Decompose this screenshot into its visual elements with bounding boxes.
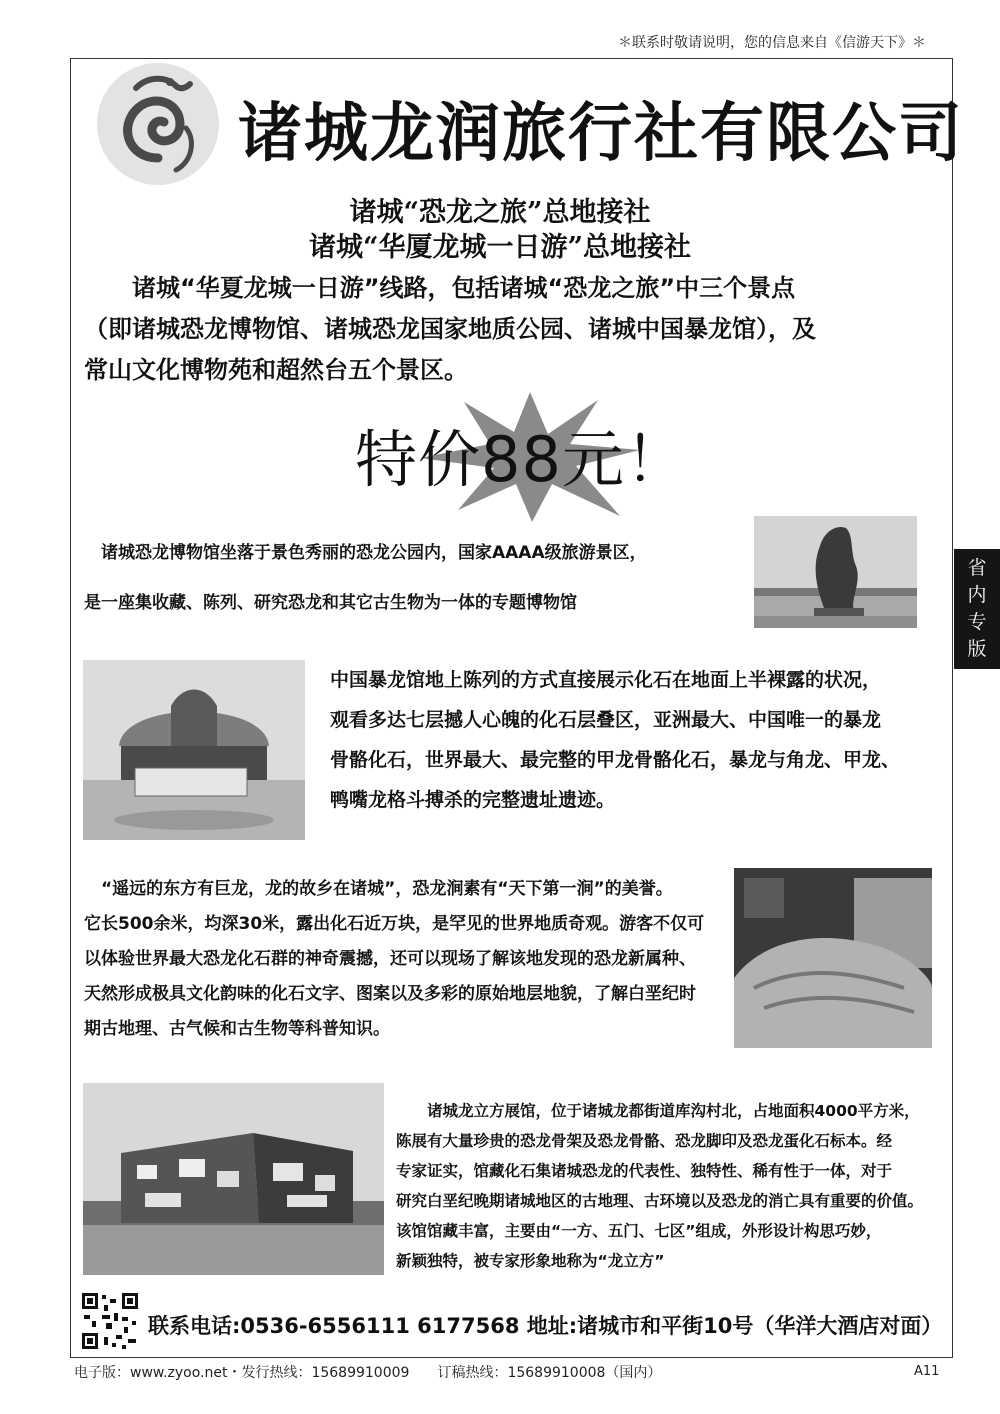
tab-char: 内 [967, 584, 987, 606]
paragraph-line: 专家证实，馆藏化石集诸城恐龙的代表性、独特性、稀有性于一体，对于 [396, 1162, 893, 1180]
subtitle-day-tour: 诸城“华厦龙城一日游”总地接社 [308, 232, 692, 263]
paragraph-line: 天然形成极具文化韵味的化石文字、图案以及多彩的原始地层地貌，了解白垩纪时 [84, 984, 696, 1004]
tab-char: 专 [967, 611, 987, 633]
paragraph-line: 中国暴龙馆地上陈列的方式直接展示化石在地面上半裸露的状况， [330, 669, 882, 691]
intro-paragraph [84, 268, 944, 391]
paragraph-line: 鸭嘴龙格斗搏杀的完整遗址遗迹。 [330, 789, 616, 811]
intro-line: 常山文化博物苑和超然台五个景区。 [84, 356, 468, 384]
dinosaur-cube-photo [83, 1083, 384, 1275]
fossil-site-photo [734, 868, 932, 1048]
dinosaur-gully-description [84, 872, 724, 1047]
paragraph-line: 陈展有大量珍贵的恐龙骨架及恐龙骨骼、恐龙脚印及恐龙蛋化石标本。经 [396, 1132, 893, 1150]
contact-info: 联系电话:0536-6556111 6177568 地址:诸城市和平街10号（华洋大酒店对面） [148, 1314, 943, 1338]
paragraph-line: 该馆馆藏丰富，主要由“一方、五门、七区”组成，外形设计构思巧妙， [396, 1222, 882, 1240]
special-price: 特价88元！ [355, 423, 688, 496]
page-number: A11 [914, 1364, 940, 1379]
paragraph-line: 新颖独特，被专家形象地称为“龙立方” [396, 1252, 665, 1270]
paragraph-line: 研究白垩纪晚期诸城地区的古地理、古环境以及恐龙的消亡具有重要的价值。 [396, 1192, 924, 1210]
museum-description [84, 528, 749, 628]
intro-line: 诸城“华夏龙城一日游”线路，包括诸城“恐龙之旅”中三个景点 [84, 274, 796, 302]
paragraph-line: 诸城恐龙博物馆坐落于景色秀丽的恐龙公园内，国家AAAA级旅游景区， [84, 543, 647, 563]
intro-line: （即诸城恐龙博物馆、诸城恐龙国家地质公园、诸城中国暴龙馆），及 [84, 315, 816, 343]
qr-code[interactable] [80, 1291, 140, 1351]
tyrannosaur-hall-description [330, 660, 945, 820]
dragon-logo [96, 58, 220, 188]
paragraph-line: “遥远的东方有巨龙，龙的故乡在诸城”，恐龙涧素有“天下第一涧”的美誉。 [84, 879, 673, 899]
paragraph-line: 诸城龙立方展馆，位于诸城龙都街道库沟村北，占地面积4000平方米， [396, 1102, 920, 1120]
dinosaur-cube-description [396, 1096, 956, 1276]
tab-char: 版 [967, 638, 987, 660]
paragraph-line: 观看多达七层撼人心魄的化石层叠区，亚洲最大、中国唯一的暴龙 [330, 709, 882, 731]
province-edition-tab [954, 549, 1000, 669]
tab-char: 省 [967, 557, 987, 579]
source-note: ＊联系时敬请说明，您的信息来自《信游天下》＊ [618, 35, 926, 51]
paragraph-line: 是一座集收藏、陈列、研究恐龙和其它古生物为一体的专题博物馆 [84, 593, 577, 613]
tyrannosaur-hall-photo [83, 660, 305, 840]
company-name: 诸城龙润旅行社有限公司 [238, 97, 964, 171]
subtitle-dinosaur-tour: 诸城“恐龙之旅”总地接社 [349, 197, 651, 228]
paragraph-line: 以体验世界最大恐龙化石群的神奇震撼，还可以现场了解该地发现的恐龙新属种、 [84, 949, 696, 969]
footer-hotlines: 电子版：www.zyoo.net・发行热线：15689910009 订稿热线：15689910008（国内） [74, 1365, 662, 1381]
paragraph-line: 骨骼化石，世界最大、最完整的甲龙骨骼化石，暴龙与角龙、甲龙、 [330, 749, 901, 771]
museum-sculpture-photo [754, 516, 917, 628]
paragraph-line: 期古地理、古气候和古生物等科普知识。 [84, 1019, 390, 1039]
paragraph-line: 它长500余米，均深30米，露出化石近万块，是罕见的世界地质奇观。游客不仅可 [84, 914, 705, 934]
